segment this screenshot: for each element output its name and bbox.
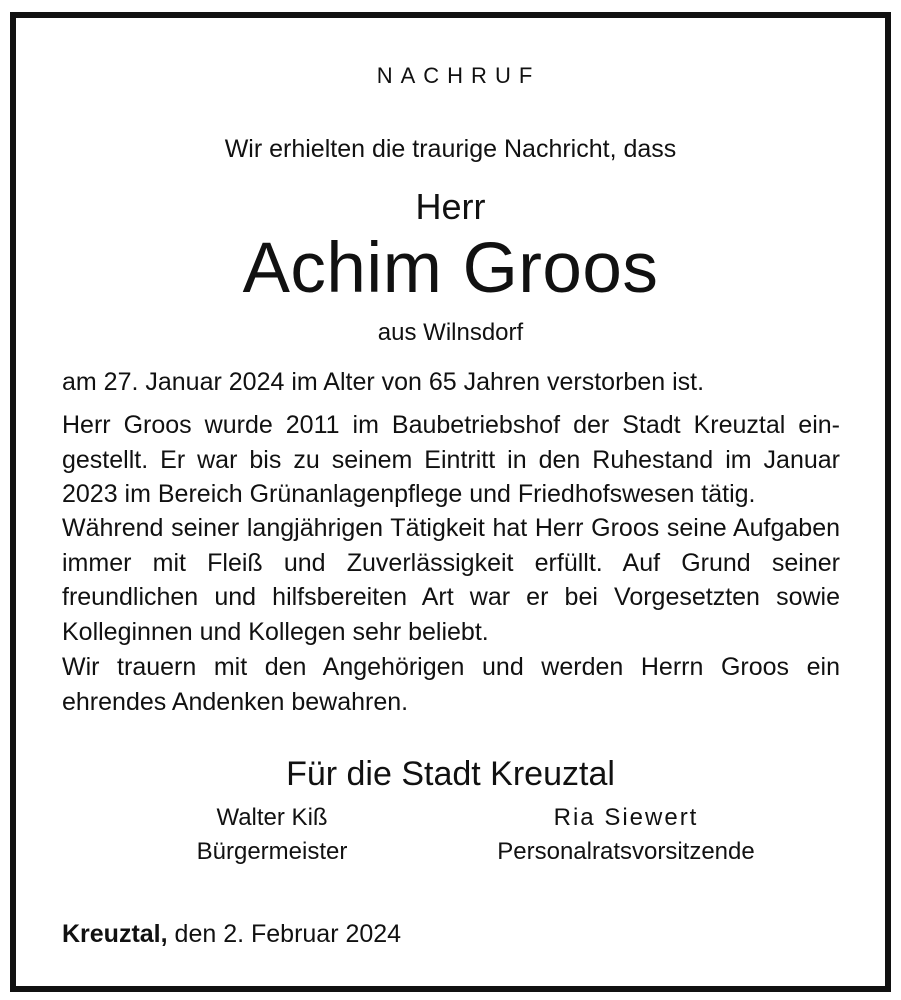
notice-date: den 2. Februar 2024 <box>167 920 402 948</box>
signatory-council-chair <box>468 801 784 869</box>
signatory-mayor <box>152 801 392 869</box>
signatory-name: Walter Kiß <box>216 804 328 831</box>
salutation: Herr <box>415 186 486 227</box>
signatory-role: Bürgermeister <box>196 838 348 865</box>
place-name: Kreuztal, <box>62 920 168 948</box>
paragraph-tribute: Während seiner langjährigen Tätigkeit hat Herr Groos seine Aufgaben immer mit Fleiß und Zuverlässigkeit erfüllt. Auf Grund seiner freundlichen und hilfsbereiten Art war er bei Vorgesetzten sowie Kolleginnen und Kollegen sehr beliebt. <box>62 514 840 646</box>
place-date-line <box>62 916 401 952</box>
organization-line: Für die Stadt Kreuztal <box>286 755 615 793</box>
notice-heading: NACHRUF <box>376 63 541 88</box>
signatory-role: Personalratsvorsitzende <box>497 838 755 865</box>
intro-text: Wir erhielten die traurige Nachricht, dass <box>224 135 677 163</box>
deceased-name: Achim Groos <box>242 229 659 308</box>
paragraph-career: Herr Groos wurde 2011 im Baubetriebshof der Stadt Kreuztal eingestellt. Er war bis zu seinem Eintritt in den Ruhestand im Januar 2023 im Bereich Grünanlagenpflege und Friedhofswesen tätig. <box>62 411 840 508</box>
paragraph-mourning: Wir trauern mit den Angehörigen und werden Herrn Groos ein ehrendes Andenken bewahren. <box>62 653 840 716</box>
origin-text: aus Wilnsdorf <box>377 319 524 346</box>
signatory-name: Ria Siewert <box>553 804 699 831</box>
paragraph-death-date: am 27. Januar 2024 im Alter von 65 Jahren verstorben ist. <box>62 368 705 396</box>
